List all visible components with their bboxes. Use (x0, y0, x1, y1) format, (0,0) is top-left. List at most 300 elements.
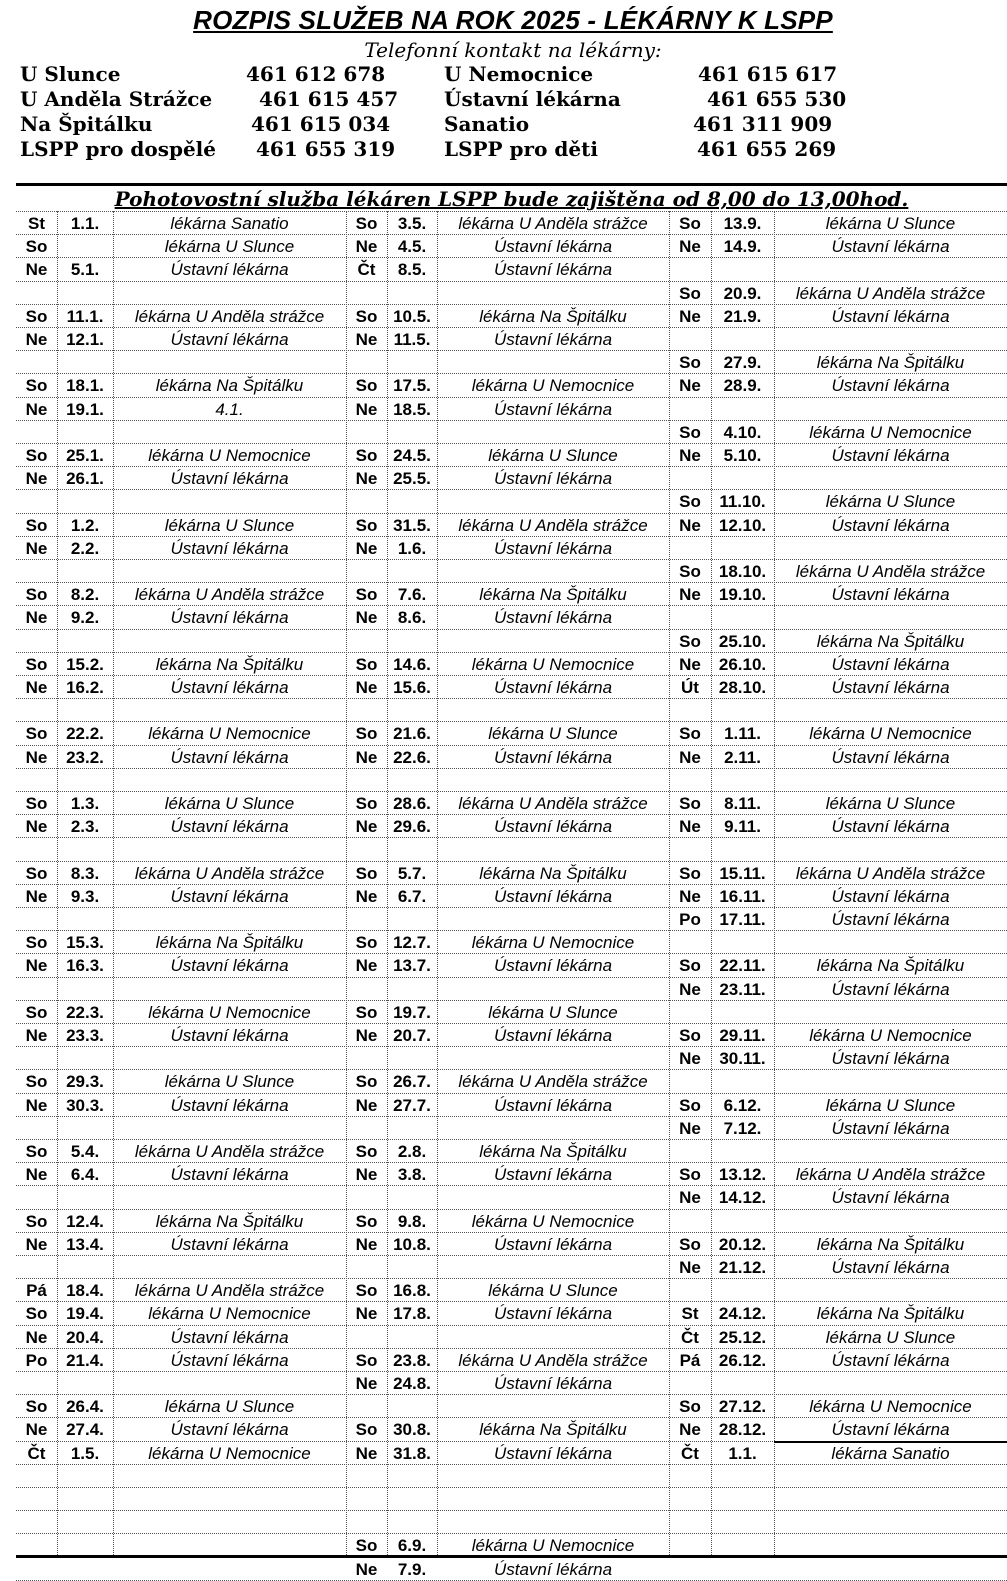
pharmacy-cell: Ústavní lékárna (170, 748, 289, 767)
date-cell: 16.3. (66, 956, 104, 975)
day-cell: So (25, 237, 48, 256)
date-cell: 1.3. (70, 794, 100, 813)
date-cell: 26.7. (393, 1072, 431, 1091)
day-cell: So (679, 632, 701, 651)
date-cell: 28.9. (723, 376, 762, 395)
pharmacy-cell: lékárna Na Špitálku (479, 585, 627, 604)
contact-phone: 461 615 617 (698, 62, 838, 86)
pharmacy-cell: lékárna Sanatio (170, 214, 289, 233)
pharmacy-cell: Ústavní lékárna (831, 1188, 950, 1207)
pharmacy-cell (113, 908, 346, 931)
pharmacy-cell: Ústavní lékárna (170, 330, 289, 349)
day-cell: Čt (681, 1444, 699, 1463)
pharmacy-cell (113, 838, 346, 861)
day-cell: Čt (357, 260, 376, 279)
date-cell: 26.10. (718, 655, 767, 674)
pharmacy-cell: lékárna U Slunce (825, 794, 956, 813)
date-cell: 20.9. (723, 284, 762, 303)
pharmacy-cell: lékárna Na Špitálku (816, 956, 965, 975)
date-cell (57, 630, 113, 653)
date-cell: 9.3. (70, 887, 100, 906)
day-cell: Ne (25, 887, 48, 906)
date-cell: 28.6. (393, 794, 431, 813)
date-cell (387, 978, 437, 1001)
date-cell (711, 398, 774, 421)
pharmacy-cell: lékárna Na Špitálku (816, 632, 965, 651)
date-cell: 8.2. (70, 585, 100, 604)
day-cell: Ne (679, 817, 701, 836)
day-cell: So (355, 1142, 378, 1161)
day-cell: So (25, 1212, 48, 1231)
pharmacy-cell: lékárna U Slunce (825, 214, 956, 233)
pharmacy-cell (437, 699, 669, 722)
pharmacy-cell: lékárna U Nemocnice (148, 446, 311, 465)
pharmacy-cell: lékárna U Anděla strážce (795, 562, 986, 581)
day-cell: So (355, 1281, 378, 1300)
date-cell: 29.6. (393, 817, 431, 836)
pharmacy-cell (774, 769, 1007, 792)
pharmacy-cell: lékárna U Anděla strážce (795, 1165, 986, 1184)
date-cell: 9.8. (397, 1212, 427, 1231)
date-cell (57, 1256, 113, 1279)
date-cell: 12.10. (718, 516, 767, 535)
day-cell (669, 537, 711, 560)
day-cell: Ne (25, 678, 48, 697)
pharmacy-cell (437, 1117, 669, 1140)
day-cell (16, 1511, 57, 1534)
date-cell: 3.8. (397, 1165, 427, 1184)
day-cell: Pá (679, 1351, 701, 1370)
day-cell: Ne (355, 1560, 378, 1579)
pharmacy-cell: Ústavní lékárna (493, 748, 613, 767)
date-cell: 30.8. (393, 1420, 431, 1439)
pharmacy-cell: Ústavní lékárna (831, 887, 950, 906)
pharmacy-cell (437, 1326, 669, 1349)
date-cell (711, 606, 774, 629)
day-cell: Ne (355, 678, 378, 697)
day-cell: Ne (679, 237, 701, 256)
day-cell: Ne (355, 469, 378, 488)
pharmacy-cell (113, 1558, 346, 1581)
pharmacy-cell: Ústavní lékárna (831, 1351, 950, 1370)
pharmacy-cell: lékárna U Slunce (164, 516, 295, 535)
date-cell: 18.5. (393, 400, 431, 419)
day-cell: Ne (355, 1374, 378, 1393)
day-cell (16, 421, 57, 444)
day-cell (669, 769, 711, 792)
pharmacy-cell: 4.1. (215, 400, 244, 419)
date-cell: 17.8. (393, 1304, 431, 1323)
contact-phone: 461 311 909 (693, 112, 833, 136)
day-cell: Ne (679, 1188, 701, 1207)
day-cell: Ne (25, 608, 48, 627)
date-cell: 24.5. (393, 446, 431, 465)
date-cell: 27.9. (723, 353, 762, 372)
day-cell: Ne (679, 376, 701, 395)
day-cell: So (679, 284, 701, 303)
date-cell: 12.1. (66, 330, 104, 349)
day-cell: Ne (679, 655, 701, 674)
pharmacy-cell: Ústavní lékárna (493, 678, 613, 697)
date-cell (711, 467, 774, 490)
day-cell: Ne (679, 585, 701, 604)
pharmacy-cell: Ústavní lékárna (831, 748, 950, 767)
day-cell: St (681, 1304, 699, 1323)
pharmacy-cell (113, 1117, 346, 1140)
date-cell: 14.12. (718, 1188, 767, 1207)
day-cell (16, 769, 57, 792)
pharmacy-cell (113, 630, 346, 653)
pharmacy-cell (774, 1001, 1007, 1024)
day-cell: So (355, 1072, 378, 1091)
day-cell: So (679, 956, 701, 975)
day-cell: Ne (679, 1119, 701, 1138)
date-cell: 14.9. (723, 237, 762, 256)
day-cell: Ne (679, 516, 701, 535)
pharmacy-cell: lékárna U Slunce (825, 492, 956, 511)
date-cell: 21.6. (393, 724, 431, 743)
date-cell: 27.4. (66, 1420, 104, 1439)
pharmacy-cell: lékárna U Nemocnice (471, 376, 635, 395)
date-cell: 2.8. (397, 1142, 427, 1161)
date-cell (711, 699, 774, 722)
day-cell: So (25, 1304, 48, 1323)
pharmacy-cell (774, 1558, 1007, 1581)
day-cell (16, 630, 57, 653)
contact-name: U Anděla Strážce (20, 87, 213, 111)
pharmacy-cell: lékárna U Nemocnice (471, 933, 635, 952)
day-cell (669, 1372, 711, 1395)
pharmacy-cell: Ústavní lékárna (493, 1560, 613, 1579)
day-cell: So (679, 562, 701, 581)
pharmacy-cell (113, 769, 346, 792)
day-cell: Ne (355, 237, 378, 256)
pharmacy-cell: lékárna U Anděla strážce (458, 1351, 648, 1370)
date-cell (711, 1140, 774, 1163)
day-cell: So (25, 376, 48, 395)
pharmacy-cell: lékárna Na Špitálku (479, 864, 627, 883)
day-cell (669, 1140, 711, 1163)
pharmacy-cell: Ústavní lékárna (493, 956, 613, 975)
date-cell (711, 258, 774, 281)
pharmacy-cell (774, 1279, 1007, 1302)
pharmacy-cell (113, 1511, 346, 1534)
schedule-table (16, 211, 1007, 1579)
date-cell: 19.10. (718, 585, 767, 604)
day-cell: Ne (355, 748, 378, 767)
day-cell (16, 1465, 57, 1488)
pharmacy-cell (774, 1465, 1007, 1488)
date-cell: 11.5. (393, 330, 431, 349)
date-cell (711, 1372, 774, 1395)
day-cell (346, 1488, 387, 1511)
date-cell: 6.4. (70, 1165, 100, 1184)
date-cell (387, 1117, 437, 1140)
date-cell: 10.5. (393, 307, 431, 326)
date-cell: 25.12. (718, 1328, 767, 1347)
day-cell (346, 838, 387, 861)
day-cell: Ne (25, 1096, 48, 1115)
contact-name: Na Špitálku (20, 112, 153, 136)
pharmacy-cell: Ústavní lékárna (831, 655, 950, 674)
day-cell (669, 1511, 711, 1534)
day-cell: Ne (679, 980, 701, 999)
pharmacy-cell (774, 1488, 1007, 1511)
day-cell: So (355, 794, 378, 813)
pharmacy-cell (437, 1047, 669, 1070)
day-cell (346, 351, 387, 374)
date-cell (711, 1070, 774, 1093)
date-cell (387, 838, 437, 861)
pharmacy-cell: lékárna U Slunce (488, 1003, 618, 1022)
pharmacy-cell: Ústavní lékárna (493, 400, 613, 419)
date-cell: 1.6. (397, 539, 427, 558)
date-cell: 21.9. (723, 307, 762, 326)
date-cell: 16.8. (393, 1281, 431, 1300)
pharmacy-cell (774, 1372, 1007, 1395)
pharmacy-cell: Ústavní lékárna (831, 1049, 950, 1068)
pharmacy-cell (437, 351, 669, 374)
day-cell: So (679, 423, 701, 442)
pharmacy-cell: lékárna U Anděla strážce (458, 214, 648, 233)
day-cell: So (355, 864, 378, 883)
date-cell (57, 421, 113, 444)
date-cell (57, 560, 113, 583)
date-cell (387, 1256, 437, 1279)
date-cell: 20.4. (66, 1328, 104, 1347)
contact-name: Sanatio (444, 112, 530, 136)
date-cell: 29.3. (66, 1072, 104, 1091)
date-cell: 27.7. (393, 1096, 431, 1115)
pharmacy-cell (113, 1256, 346, 1279)
day-cell (346, 1047, 387, 1070)
day-cell (669, 838, 711, 861)
day-cell (669, 467, 711, 490)
pharmacy-cell: lékárna U Slunce (164, 1072, 295, 1091)
date-cell: 14.6. (393, 655, 431, 674)
contact-phone: 461 612 678 (246, 62, 386, 86)
pharmacy-cell (774, 537, 1007, 560)
pharmacy-cell: Ústavní lékárna (170, 817, 289, 836)
day-cell: Ne (25, 1026, 48, 1045)
pharmacy-cell: Ústavní lékárna (170, 887, 289, 906)
pharmacy-cell: Ústavní lékárna (831, 376, 950, 395)
day-cell: So (25, 1072, 48, 1091)
date-cell (387, 1395, 437, 1418)
day-cell: Ne (25, 1420, 48, 1439)
pharmacy-cell: lékárna Na Špitálku (816, 1304, 965, 1323)
day-cell: Ne (25, 817, 48, 836)
day-cell (346, 1117, 387, 1140)
date-cell: 25.10. (718, 632, 767, 651)
day-cell (346, 908, 387, 931)
day-cell: Ne (679, 446, 701, 465)
date-cell: 28.12. (718, 1420, 767, 1439)
day-cell (669, 931, 711, 954)
pharmacy-cell: lékárna U Anděla strážce (134, 1142, 325, 1161)
day-cell: So (25, 794, 48, 813)
date-cell (57, 1488, 113, 1511)
date-cell: 26.1. (66, 469, 104, 488)
pharmacy-cell: Ústavní lékárna (170, 1026, 289, 1045)
pharmacy-cell: lékárna U Slunce (164, 237, 295, 256)
day-cell (669, 1070, 711, 1093)
day-cell: So (679, 1026, 701, 1045)
day-cell: So (355, 1420, 378, 1439)
pharmacy-cell: Ústavní lékárna (170, 1165, 289, 1184)
date-cell (711, 1279, 774, 1302)
day-cell: So (25, 933, 48, 952)
pharmacy-cell: lékárna U Slunce (488, 724, 618, 743)
pharmacy-cell (113, 978, 346, 1001)
date-cell: 7.9. (397, 1560, 427, 1579)
date-cell: 2.2. (70, 539, 100, 558)
day-cell (16, 1117, 57, 1140)
day-cell: So (25, 655, 48, 674)
day-cell (669, 1001, 711, 1024)
day-cell: Ne (355, 1165, 378, 1184)
date-cell (711, 1488, 774, 1511)
day-cell (16, 978, 57, 1001)
pharmacy-cell: lékárna Na Špitálku (479, 1420, 627, 1439)
service-hours-banner: Pohotovostní služba lékáren LSPP bude zajištěna od 8,00 do 13,00hod. (16, 183, 1007, 212)
date-cell (711, 1534, 774, 1557)
day-cell: So (679, 214, 701, 233)
pharmacy-cell (437, 838, 669, 861)
pharmacy-cell (437, 769, 669, 792)
date-cell: 5.7. (397, 864, 427, 883)
pharmacy-cell (113, 351, 346, 374)
pharmacy-cell (774, 258, 1007, 281)
day-cell (669, 328, 711, 351)
pharmacy-cell (774, 1210, 1007, 1233)
date-cell: 18.1. (66, 376, 104, 395)
day-cell (669, 1534, 711, 1557)
pharmacy-cell (113, 1047, 346, 1070)
date-cell: 3.5. (397, 214, 427, 233)
day-cell (16, 1558, 57, 1581)
date-cell: 31.8. (393, 1444, 431, 1463)
date-cell: 5.10. (723, 446, 762, 465)
date-cell (711, 1001, 774, 1024)
day-cell: Ne (25, 539, 48, 558)
pharmacy-cell: lékárna Na Špitálku (816, 1235, 965, 1254)
day-cell (346, 1326, 387, 1349)
page-title: ROZPIS SLUŽEB NA ROK 2025 - LÉKÁRNY K LSPP (193, 5, 833, 35)
day-cell (669, 1279, 711, 1302)
day-cell: Ne (25, 748, 48, 767)
day-cell: So (25, 307, 48, 326)
date-cell (387, 908, 437, 931)
date-cell: 1.5. (70, 1444, 100, 1463)
date-cell (387, 1186, 437, 1209)
day-cell: So (679, 864, 701, 883)
date-cell: 22.6. (393, 748, 431, 767)
date-cell: 21.12. (718, 1258, 767, 1277)
contact-phone: 461 615 034 (251, 112, 391, 136)
date-cell (57, 978, 113, 1001)
day-cell: So (355, 655, 378, 674)
date-cell: 28.10. (718, 678, 767, 697)
date-cell (387, 630, 437, 653)
date-cell (57, 699, 113, 722)
day-cell (346, 1256, 387, 1279)
date-cell: 15.3. (66, 933, 104, 952)
date-cell (387, 490, 437, 513)
day-cell: Ne (679, 748, 701, 767)
date-cell (711, 328, 774, 351)
pharmacy-cell: Ústavní lékárna (493, 608, 613, 627)
date-cell: 23.11. (719, 980, 766, 999)
day-cell (16, 1534, 57, 1557)
contact-phone: 461 655 319 (256, 137, 396, 161)
date-cell (57, 235, 113, 258)
date-cell: 15.11. (719, 864, 766, 883)
day-cell (669, 398, 711, 421)
pharmacy-cell: Ústavní lékárna (831, 585, 950, 604)
day-cell: Ne (679, 1420, 701, 1439)
pharmacy-cell: Ústavní lékárna (170, 1235, 289, 1254)
pharmacy-cell (774, 328, 1007, 351)
date-cell: 5.4. (70, 1142, 100, 1161)
day-cell: So (355, 1003, 378, 1022)
day-cell: Ne (355, 956, 378, 975)
pharmacy-cell (113, 1372, 346, 1395)
day-cell: So (355, 446, 378, 465)
date-cell: 23.3. (66, 1026, 104, 1045)
day-cell: Ne (355, 330, 378, 349)
date-cell: 9.2. (70, 608, 100, 627)
date-cell: 8.11. (724, 794, 761, 813)
date-cell: 31.5. (393, 516, 431, 535)
day-cell: So (25, 864, 48, 883)
pharmacy-cell: Ústavní lékárna (831, 1420, 950, 1439)
date-cell (57, 1465, 113, 1488)
date-cell: 7.12. (723, 1119, 762, 1138)
date-cell: 19.4. (66, 1304, 104, 1323)
date-cell: 18.10. (718, 562, 767, 581)
date-cell: 4.10. (723, 423, 762, 442)
date-cell (387, 1488, 437, 1511)
pharmacy-cell: lékárna U Nemocnice (148, 724, 311, 743)
pharmacy-cell (113, 1488, 346, 1511)
date-cell: 8.6. (397, 608, 427, 627)
date-cell: 22.2. (66, 724, 104, 743)
pharmacy-cell: lékárna U Nemocnice (471, 1212, 635, 1231)
pharmacy-cell (774, 606, 1007, 629)
date-cell (387, 282, 437, 305)
pharmacy-cell (774, 931, 1007, 954)
day-cell: So (355, 1351, 378, 1370)
day-cell (16, 1372, 57, 1395)
pharmacy-cell: Ústavní lékárna (170, 260, 289, 279)
pharmacy-cell: Ústavní lékárna (493, 887, 613, 906)
day-cell (16, 699, 57, 722)
date-cell: 1.1. (70, 214, 100, 233)
day-cell: Ne (679, 307, 701, 326)
pharmacy-cell: lékárna U Slunce (825, 1328, 956, 1347)
day-cell (346, 421, 387, 444)
pharmacy-cell: lékárna U Slunce (164, 1397, 295, 1416)
pharmacy-cell: lékárna U Anděla strážce (134, 1281, 325, 1300)
pharmacy-cell: Ústavní lékárna (493, 817, 613, 836)
pharmacy-cell: Ústavní lékárna (170, 956, 289, 975)
date-cell: 2.11. (724, 748, 761, 767)
date-cell: 19.7. (393, 1003, 431, 1022)
pharmacy-cell: Ústavní lékárna (831, 307, 950, 326)
day-cell (669, 1558, 711, 1581)
day-cell: Ne (355, 1235, 378, 1254)
